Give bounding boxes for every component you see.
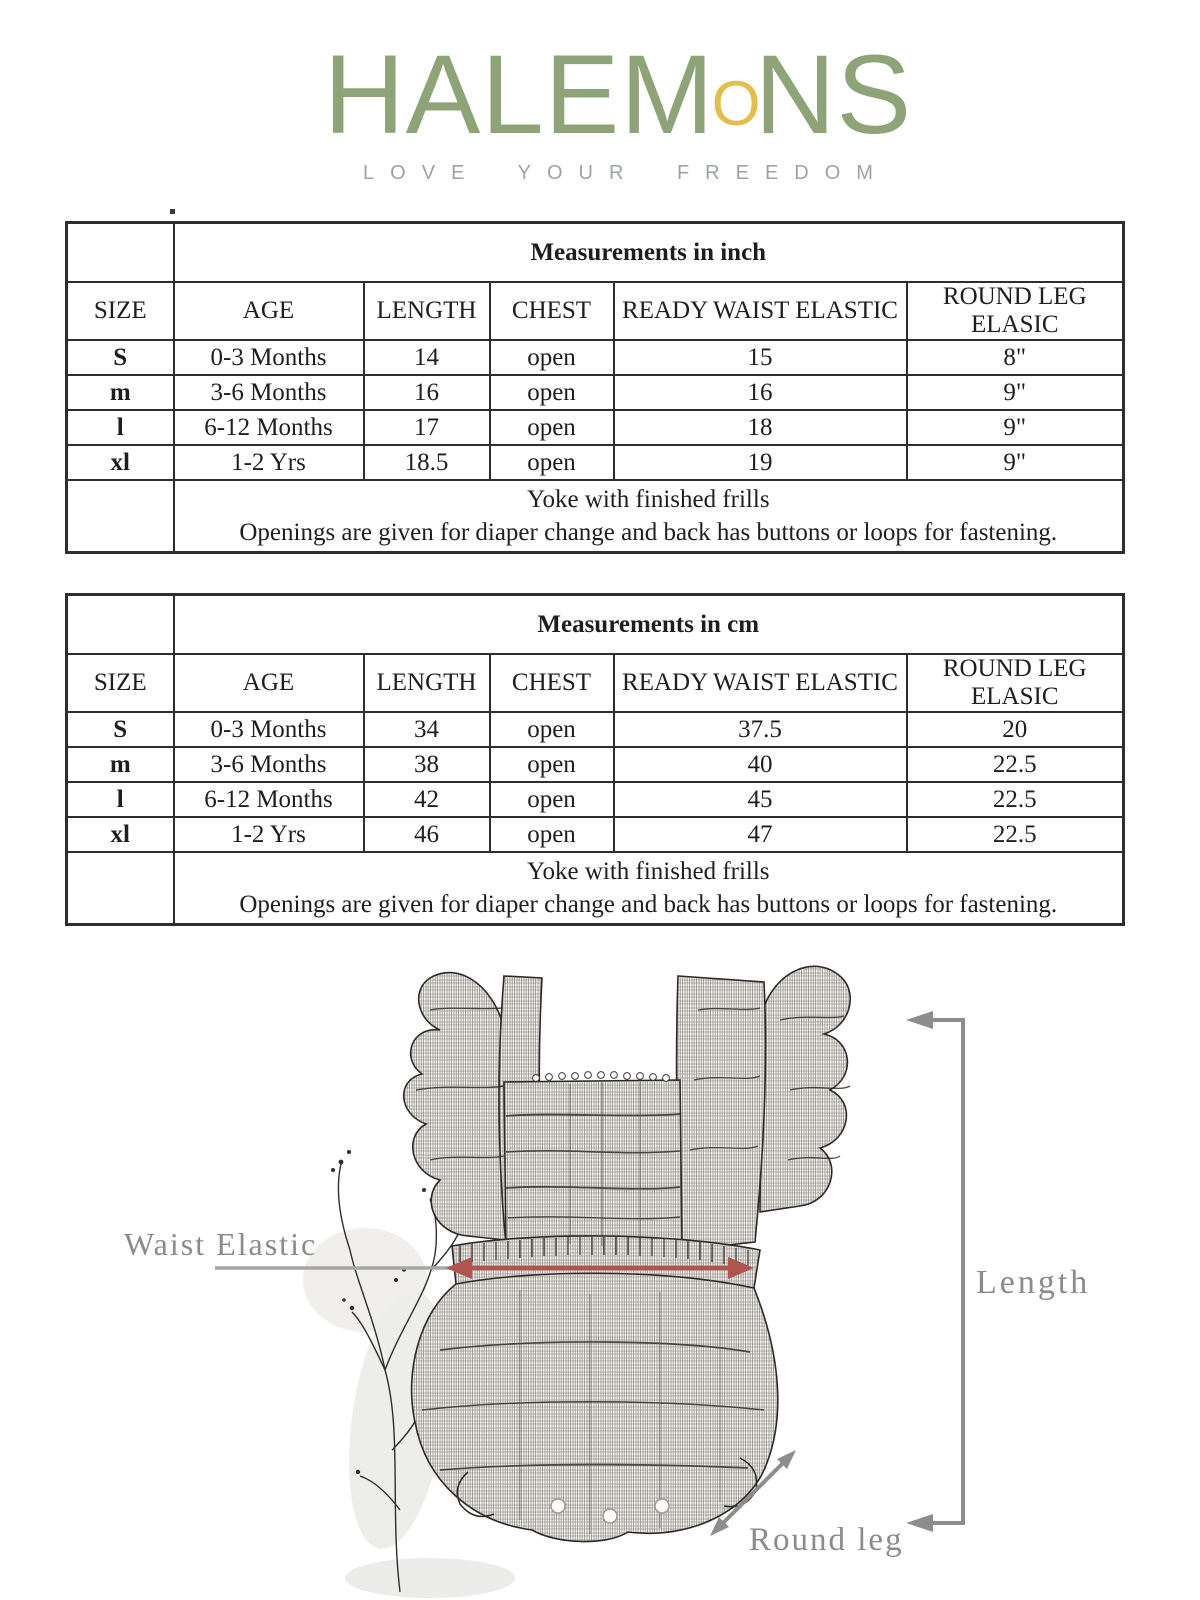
inch-row-l (67, 410, 1124, 445)
cell-size: xl (67, 445, 174, 480)
cm-table-header-row (67, 654, 1124, 712)
cm-col-age: AGE (174, 654, 364, 712)
cell-age: 6-12 Months (174, 410, 364, 445)
inch-col-leg: ROUND LEG ELASIC (907, 282, 1124, 340)
cell-size: S (67, 712, 174, 747)
cm-col-length: LENGTH (364, 654, 490, 712)
inch-note-row (67, 480, 1124, 553)
cell-leg: 9" (907, 445, 1124, 480)
cm-notes (174, 852, 1124, 925)
ground-shadow (345, 1558, 515, 1598)
cell-length: 46 (364, 817, 490, 852)
cell-size: m (67, 747, 174, 782)
left-wing-ruffle (404, 973, 506, 1240)
cell-size: l (67, 782, 174, 817)
cell-leg: 22.5 (907, 817, 1124, 852)
cell-leg: 9" (907, 375, 1124, 410)
cell-leg: 8" (907, 340, 1124, 375)
cm-table (65, 593, 1125, 926)
cell-length: 38 (364, 747, 490, 782)
inch-table-header-row (67, 282, 1124, 340)
right-shoulder-strip (677, 976, 766, 1250)
cm-table-title-row (67, 595, 1124, 655)
cell-waist: 47 (614, 817, 907, 852)
cell-length: 16 (364, 375, 490, 410)
brand-logo (0, 32, 1200, 185)
inch-row-s (67, 340, 1124, 375)
cm-blank-corner (67, 595, 174, 655)
inch-col-chest: CHEST (490, 282, 614, 340)
inch-table (65, 221, 1125, 554)
inch-row-m (67, 375, 1124, 410)
cm-note-1: Yoke with finished frills (526, 858, 770, 885)
inch-blank-corner (67, 223, 174, 283)
cell-waist: 45 (614, 782, 907, 817)
cm-col-leg: ROUND LEG ELASIC (907, 654, 1124, 712)
cell-waist: 37.5 (614, 712, 907, 747)
cm-note-row (67, 852, 1124, 925)
cell-leg: 20 (907, 712, 1124, 747)
bodice-panel (504, 1080, 682, 1256)
cm-row-xl (67, 817, 1124, 852)
cell-chest: open (490, 340, 614, 375)
cell-chest: open (490, 747, 614, 782)
cell-length: 18.5 (364, 445, 490, 480)
cm-row-s (67, 712, 1124, 747)
cell-chest: open (490, 817, 614, 852)
cursor-dot-artifact (170, 209, 175, 214)
inch-note-2: Openings are given for diaper change and back has buttons or loops for fastening. (239, 519, 1058, 546)
cell-waist: 19 (614, 445, 907, 480)
cell-age: 6-12 Months (174, 782, 364, 817)
cell-chest: open (490, 375, 614, 410)
cell-chest: open (490, 712, 614, 747)
cell-chest: open (490, 782, 614, 817)
inch-col-length: LENGTH (364, 282, 490, 340)
cm-row-m (67, 747, 1124, 782)
cell-length: 14 (364, 340, 490, 375)
length-label: Length (976, 1264, 1091, 1301)
cell-length: 17 (364, 410, 490, 445)
brand-tagline: LOVE YOUR FREEDOM (363, 161, 889, 184)
cell-waist: 18 (614, 410, 907, 445)
cell-age: 1-2 Yrs (174, 445, 364, 480)
cm-note-blank (67, 852, 174, 925)
wordmark-gold-o: O (711, 69, 762, 139)
inch-table-title: Measurements in inch (174, 223, 1124, 283)
cell-age: 3-6 Months (174, 747, 364, 782)
cm-row-l (67, 782, 1124, 817)
cell-size: S (67, 340, 174, 375)
cm-note-2: Openings are given for diaper change and back has buttons or loops for fastening. (239, 891, 1058, 918)
cm-table-title: Measurements in cm (174, 595, 1124, 655)
brand-wordmark (36, 32, 1200, 157)
waist-elastic-label: Waist Elastic (124, 1226, 318, 1262)
wordmark-pre: HALEM (323, 32, 715, 157)
bloomers (412, 1273, 778, 1541)
romper-garment (404, 966, 851, 1541)
cell-size: xl (67, 817, 174, 852)
cell-chest: open (490, 445, 614, 480)
cm-col-size: SIZE (67, 654, 174, 712)
cm-col-chest: CHEST (490, 654, 614, 712)
cell-age: 3-6 Months (174, 375, 364, 410)
inch-row-xl (67, 445, 1124, 480)
cell-waist: 40 (614, 747, 907, 782)
round-leg-label: Round leg (749, 1522, 904, 1558)
cell-length: 42 (364, 782, 490, 817)
cell-waist: 15 (614, 340, 907, 375)
inch-col-age: AGE (174, 282, 364, 340)
cell-size: l (67, 410, 174, 445)
cell-waist: 16 (614, 375, 907, 410)
inch-notes (174, 480, 1124, 553)
right-wing-ruffle (760, 966, 850, 1212)
inch-note-1: Yoke with finished frills (526, 486, 770, 513)
inch-col-size: SIZE (67, 282, 174, 340)
cell-length: 34 (364, 712, 490, 747)
cell-age: 0-3 Months (174, 340, 364, 375)
wordmark-post: NS (754, 32, 913, 157)
inch-note-blank (67, 480, 174, 553)
cell-size: m (67, 375, 174, 410)
length-bracket (906, 1011, 963, 1532)
cell-age: 0-3 Months (174, 712, 364, 747)
cell-leg: 9" (907, 410, 1124, 445)
cell-chest: open (490, 410, 614, 445)
cell-age: 1-2 Yrs (174, 817, 364, 852)
cell-leg: 22.5 (907, 782, 1124, 817)
cm-col-waist: READY WAIST ELASTIC (614, 654, 907, 712)
cell-leg: 22.5 (907, 747, 1124, 782)
inch-col-waist: READY WAIST ELASTIC (614, 282, 907, 340)
inch-table-title-row (67, 223, 1124, 283)
